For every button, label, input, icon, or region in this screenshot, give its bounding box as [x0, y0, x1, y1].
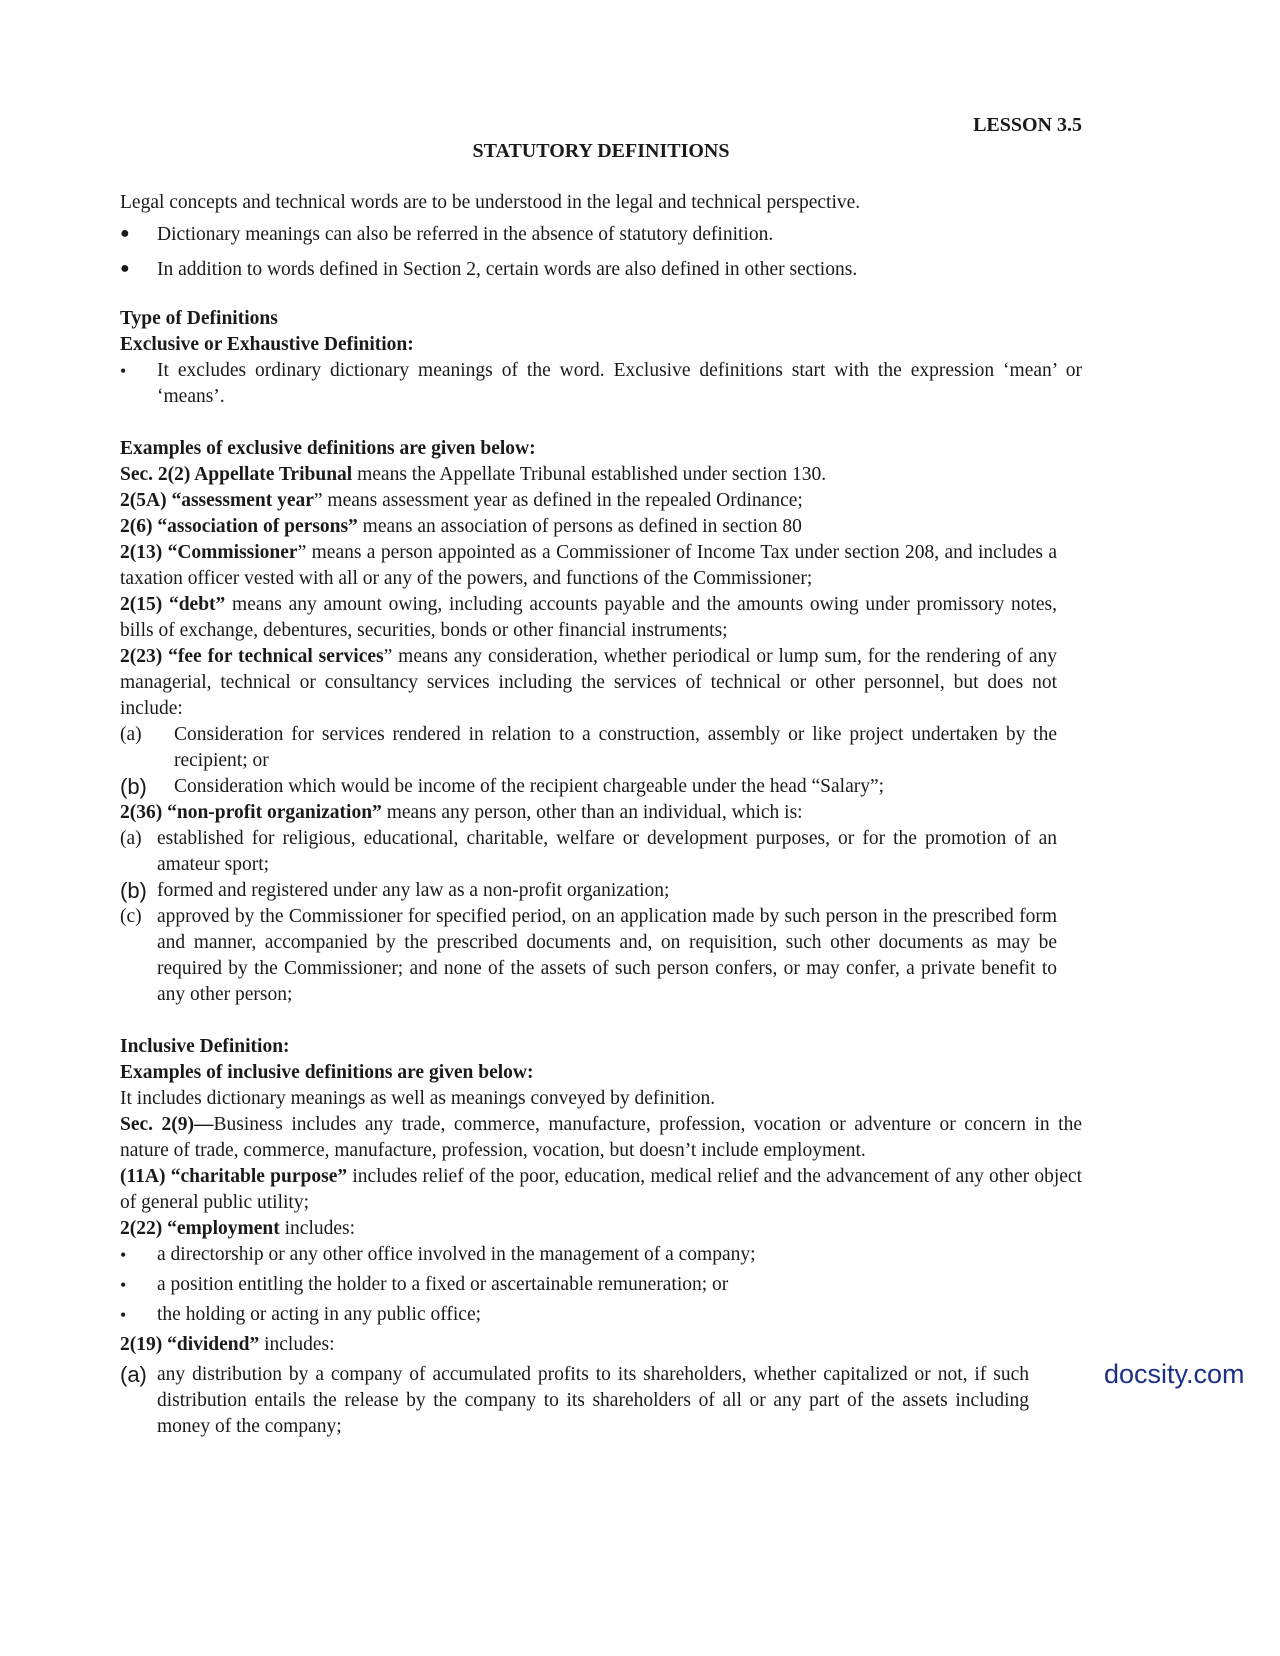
- definition-sec-2-2: [120, 462, 1057, 488]
- definition-sec-11a: [120, 1164, 1082, 1216]
- sub-item: [120, 826, 1057, 878]
- sub-item-text: Consideration which would be income of the recipient chargeable under the head “Salary”;: [174, 776, 885, 797]
- definition-term: 2(22) “employment: [120, 1218, 280, 1239]
- sub-item-label: (a): [120, 828, 142, 849]
- list-item: • a directorship or any other office involved in the management of a company;: [120, 1242, 1082, 1268]
- sub-item-label: (b): [120, 878, 147, 903]
- watermark-brand: docsity: [1104, 1359, 1187, 1389]
- definition-term: 2(19) “dividend”: [120, 1334, 260, 1355]
- definition-term: (11A) “charitable purpose”: [120, 1166, 348, 1187]
- definition-text: means the Appellate Tribunal established under section 130.: [352, 464, 827, 485]
- definition-text: ” means assessment year as defined in the repealed Ordinance;: [313, 490, 803, 511]
- definition-sec-2-5a: [120, 488, 1057, 514]
- sub-item-label: (c): [120, 906, 142, 927]
- employment-bullet-list: [120, 1242, 1082, 1328]
- definition-text: means any amount owing, including accounts payable and the amounts owing under promissory notes, bills of exchange, debentures, securities, bonds or other financial instruments;: [120, 594, 1058, 641]
- inclusive-intro: It includes dictionary meanings as well as meanings conveyed by definition.: [120, 1088, 716, 1109]
- exclusive-heading: Exclusive or Exhaustive Definition:: [120, 334, 414, 355]
- definition-sec-2-13: [120, 540, 1057, 592]
- definition-sec-2-23: [120, 644, 1057, 722]
- definition-sec-2-22: [120, 1216, 1082, 1242]
- definition-text: includes:: [259, 1334, 335, 1355]
- definition-sec-2-9: [120, 1112, 1082, 1164]
- definition-text: means an association of persons as defined in section 80: [357, 516, 802, 537]
- definition-text: means any person, other than an individual, which is:: [381, 802, 803, 823]
- definition-text: ” means any consideration, whether periodical or lump sum, for the rendering of any managerial, technical or consultancy services including the services of technical or other personnel, but does not include:: [120, 646, 1057, 719]
- types-heading: Type of Definitions: [120, 308, 278, 329]
- list-item: • It excludes ordinary dictionary meanings of the word. Exclusive definitions start with the expression ‘mean’ or ‘means’.: [120, 358, 1082, 410]
- exclusive-bullet-list: [120, 358, 1082, 410]
- lesson-number: LESSON 3.5: [973, 114, 1082, 136]
- inclusive-examples-heading: Examples of inclusive definitions are given below:: [120, 1062, 534, 1083]
- definition-term: Sec. 2(9)—: [120, 1114, 214, 1135]
- definition-term: 2(5A) “assessment year: [120, 490, 314, 511]
- docsity-watermark[interactable]: [1104, 1361, 1245, 1387]
- sub-item: [120, 904, 1057, 1008]
- intro-text: Legal concepts and technical words are to be understood in the legal and technical perspective.: [120, 192, 861, 213]
- page-title: STATUTORY DEFINITIONS: [472, 140, 730, 162]
- definition-sec-2-6: [120, 514, 1057, 540]
- definition-sec-2-19: [120, 1332, 1082, 1358]
- definition-text: ” means a person appointed as a Commissioner of Income Tax under section 208, and includes a taxation officer vested with all or any of the powers, and functions of the Commissioner;: [120, 542, 1057, 589]
- sub-item-text: formed and registered under any law as a non-profit organization;: [157, 880, 670, 901]
- definition-term: 2(23) “fee for technical services: [120, 646, 384, 667]
- definition-term: 2(36) “non-profit organization”: [120, 802, 382, 823]
- sub-item-text: Consideration for services rendered in relation to a construction, assembly or like project undertaken by the recipient; or: [174, 724, 1057, 771]
- definition-term: 2(6) “association of persons”: [120, 516, 358, 537]
- list-item: ● In addition to words defined in Section 2, certain words are also defined in other sections.: [120, 257, 1082, 283]
- exclusive-examples-heading: Examples of exclusive definitions are given below:: [120, 438, 536, 459]
- definition-term: Sec. 2(2) Appellate Tribunal: [120, 464, 353, 485]
- sub-item: [120, 774, 1057, 800]
- sub-item-text: established for religious, educational, charitable, welfare or development purposes, or for the promotion of an amateur sport;: [157, 828, 1057, 875]
- list-item: ● Dictionary meanings can also be referred in the absence of statutory definition.: [120, 222, 1082, 248]
- list-item: • a position entitling the holder to a fixed or ascertainable remuneration; or: [120, 1272, 1082, 1298]
- sub-item: [120, 878, 1057, 904]
- sub-item: [120, 1362, 1029, 1440]
- definition-term: 2(15) “debt”: [120, 594, 226, 615]
- sub-item-label: (b): [120, 774, 147, 799]
- sub-item-label: (a): [120, 1362, 147, 1387]
- definition-text: includes:: [279, 1218, 356, 1239]
- sub-item-text: approved by the Commissioner for specified period, on an application made by such person in the prescribed form and manner, accompanied by the prescribed documents and, on requisition, such other documents as may be required by the Commissioner; and none of the assets of such person confers, or may confer, a private benefit to any other person;: [157, 906, 1057, 1005]
- definition-sec-2-15: [120, 592, 1057, 644]
- sub-item: [120, 722, 1057, 774]
- document-page: [120, 112, 1082, 1440]
- sub-item-text: any distribution by a company of accumulated profits to its shareholders, whether capitalized or not, if such distribution entails the release by the company to its shareholders of all or any part of the assets including money of the company;: [157, 1364, 1029, 1437]
- definition-text: includes relief of the poor, education, medical relief and the advancement of any other object of general public utility;: [120, 1166, 1082, 1213]
- definition-text: Business includes any trade, commerce, manufacture, profession, vocation or adventure or concern in the nature of trade, commerce, manufacture, profession, vocation, but doesn’t include employment.: [120, 1114, 1082, 1161]
- list-item: • the holding or acting in any public office;: [120, 1302, 1082, 1328]
- definition-sec-2-36: [120, 800, 1057, 826]
- inclusive-heading: Inclusive Definition:: [120, 1036, 290, 1057]
- intro-bullet-list: [120, 222, 1082, 283]
- definition-term: 2(13) “Commissioner: [120, 542, 298, 563]
- watermark-suffix: .com: [1186, 1359, 1245, 1389]
- sub-item-label: (a): [120, 724, 142, 745]
